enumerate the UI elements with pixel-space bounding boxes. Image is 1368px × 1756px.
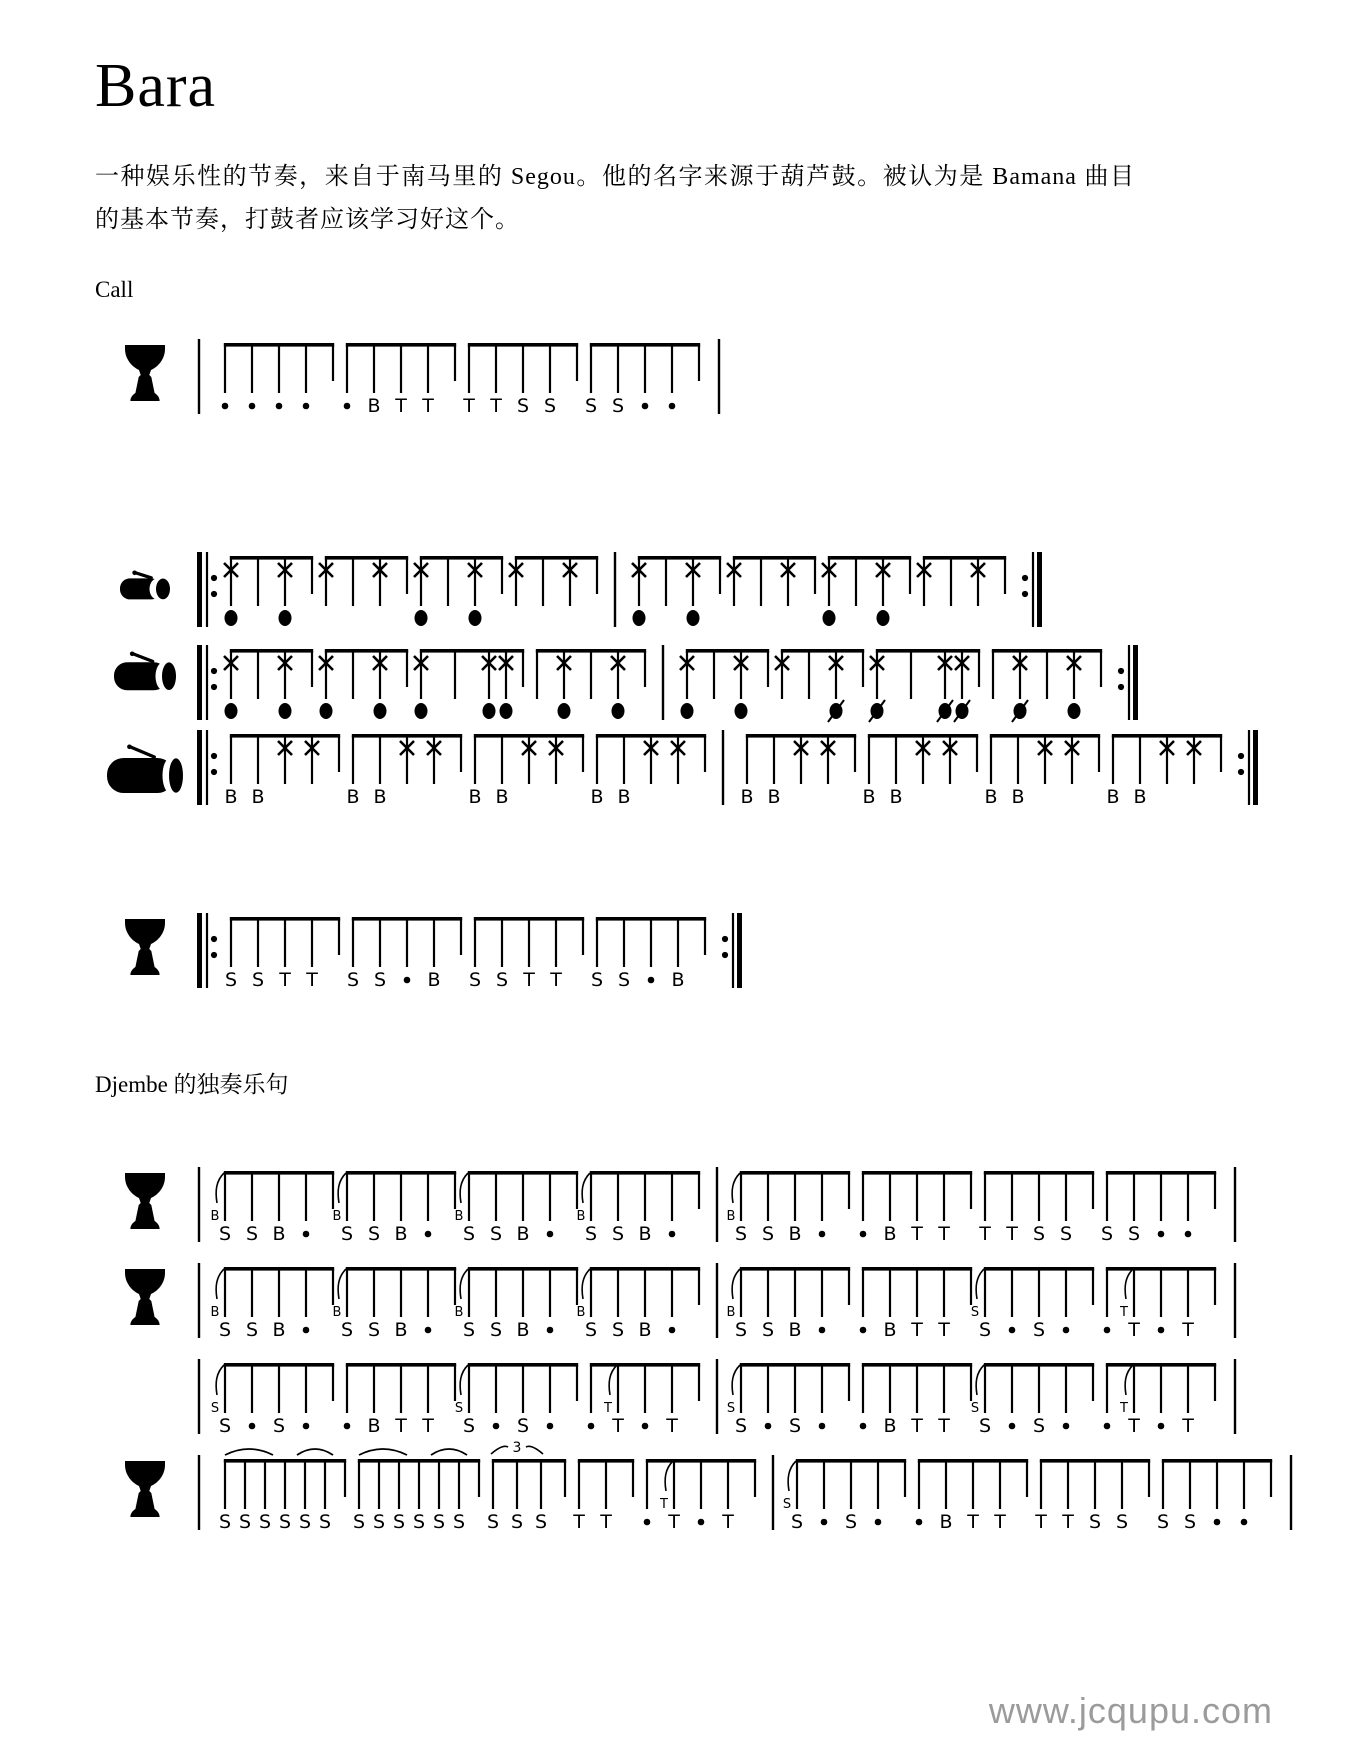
svg-text:B: B [454, 1304, 464, 1320]
svg-text:B: B [939, 1510, 953, 1533]
svg-text:S: S [238, 1510, 252, 1533]
svg-text:T: T [395, 1414, 407, 1437]
svg-text:S: S [761, 1318, 775, 1341]
svg-text:T: T [1128, 1414, 1140, 1437]
svg-text:S: S [218, 1222, 232, 1245]
svg-text:B: B [740, 785, 754, 808]
svg-text:S: S [340, 1318, 354, 1341]
svg-text:B: B [394, 1222, 408, 1245]
svg-text:S: S [970, 1304, 980, 1320]
svg-text:T: T [1006, 1222, 1018, 1245]
svg-text:S: S [272, 1414, 286, 1437]
svg-text:T: T [722, 1510, 734, 1533]
svg-text:T: T [967, 1510, 979, 1533]
svg-text:T: T [1182, 1318, 1194, 1341]
svg-text:B: B [332, 1208, 342, 1224]
svg-text:S: S [432, 1510, 446, 1533]
svg-text:S: S [788, 1414, 802, 1437]
svg-text:S: S [1032, 1414, 1046, 1437]
svg-text:B: B [272, 1222, 286, 1245]
svg-text:S: S [298, 1510, 312, 1533]
svg-text:B: B [373, 785, 387, 808]
svg-text:T: T [395, 394, 407, 417]
svg-text:B: B [454, 1208, 464, 1224]
svg-text:B: B [516, 1222, 530, 1245]
svg-text:S: S [462, 1414, 476, 1437]
notation-svg [195, 708, 1267, 820]
svg-text:T: T [1128, 1318, 1140, 1341]
svg-text:B: B [617, 785, 631, 808]
svg-text:B: B [638, 1222, 652, 1245]
notation-line-call-phrase [95, 317, 1368, 434]
svg-text:S: S [489, 1318, 503, 1341]
svg-text:S: S [462, 1318, 476, 1341]
svg-text:T: T [573, 1510, 585, 1533]
djembe-icon [123, 343, 167, 403]
dunun-s-bell-icon [119, 570, 171, 600]
svg-text:B: B [883, 1414, 897, 1437]
svg-text:T: T [422, 1414, 434, 1437]
watermark: www.jcqupu.com [988, 1690, 1273, 1731]
svg-text:S: S [218, 1414, 232, 1437]
svg-text:S: S [617, 968, 631, 991]
svg-text:S: S [346, 968, 360, 991]
svg-text:B: B [590, 785, 604, 808]
svg-text:B: B [367, 1414, 381, 1437]
svg-text:T: T [523, 968, 535, 991]
svg-text:T: T [1062, 1510, 1074, 1533]
svg-text:B: B [671, 968, 685, 991]
svg-text:S: S [611, 394, 625, 417]
svg-text:T: T [306, 968, 318, 991]
svg-text:T: T [1120, 1400, 1128, 1416]
notation-svg [195, 1433, 1303, 1545]
notation-svg [195, 891, 751, 1003]
svg-text:B: B [889, 785, 903, 808]
svg-text:T: T [1035, 1510, 1047, 1533]
svg-text:B: B [726, 1304, 736, 1320]
svg-text:S: S [367, 1222, 381, 1245]
svg-text:B: B [883, 1222, 897, 1245]
svg-text:S: S [1059, 1222, 1073, 1245]
svg-text:S: S [584, 1318, 598, 1341]
svg-text:S: S [1088, 1510, 1102, 1533]
svg-text:S: S [726, 1400, 736, 1416]
svg-text:S: S [1032, 1222, 1046, 1245]
svg-text:B: B [210, 1304, 220, 1320]
svg-text:B: B [495, 785, 509, 808]
svg-text:S: S [245, 1222, 259, 1245]
svg-text:S: S [543, 394, 557, 417]
svg-text:S: S [486, 1510, 500, 1533]
svg-text:T: T [994, 1510, 1006, 1533]
dunun-s-icon [95, 570, 195, 600]
svg-text:S: S [352, 1510, 366, 1533]
svg-text:S: S [251, 968, 265, 991]
svg-text:B: B [984, 785, 998, 808]
svg-text:S: S [516, 1414, 530, 1437]
svg-text:S: S [978, 1318, 992, 1341]
svg-text:S: S [510, 1510, 524, 1533]
svg-text:T: T [490, 394, 502, 417]
svg-text:B: B [367, 394, 381, 417]
svg-text:S: S [790, 1510, 804, 1533]
notation-staff [195, 1433, 1303, 1550]
svg-text:S: S [454, 1400, 464, 1416]
djembe-icon [123, 1459, 167, 1519]
svg-text:S: S [218, 1318, 232, 1341]
svg-text:B: B [1133, 785, 1147, 808]
djembe-icon [123, 1171, 167, 1231]
svg-text:S: S [258, 1510, 272, 1533]
svg-text:T: T [938, 1318, 950, 1341]
svg-text:B: B [427, 968, 441, 991]
djembe-icon [95, 917, 195, 977]
notation-line-djembe-accompaniment [95, 891, 1368, 1008]
notation-staff [195, 708, 1267, 825]
svg-text:B: B [726, 1208, 736, 1224]
svg-text:B: B [883, 1318, 897, 1341]
svg-text:S: S [462, 1222, 476, 1245]
svg-text:3: 3 [512, 1439, 522, 1456]
page-title: Bara [95, 52, 217, 120]
svg-text:S: S [611, 1318, 625, 1341]
svg-text:B: B [1106, 785, 1120, 808]
svg-text:S: S [495, 968, 509, 991]
svg-text:B: B [332, 1304, 342, 1320]
svg-text:S: S [734, 1414, 748, 1437]
svg-text:S: S [516, 394, 530, 417]
svg-text:S: S [372, 1510, 386, 1533]
svg-text:B: B [638, 1318, 652, 1341]
svg-text:S: S [844, 1510, 858, 1533]
svg-text:S: S [278, 1510, 292, 1533]
svg-text:T: T [668, 1510, 680, 1533]
svg-text:B: B [516, 1318, 530, 1341]
svg-text:S: S [489, 1222, 503, 1245]
djembe-icon [95, 1171, 195, 1231]
svg-text:T: T [279, 968, 291, 991]
svg-text:B: B [394, 1318, 408, 1341]
svg-text:S: S [1127, 1222, 1141, 1245]
svg-text:S: S [1156, 1510, 1170, 1533]
svg-text:S: S [970, 1400, 980, 1416]
svg-text:B: B [251, 785, 265, 808]
svg-text:B: B [767, 785, 781, 808]
svg-text:S: S [392, 1510, 406, 1533]
notation-section-solo [95, 1145, 1368, 1550]
notation-line-solo-phrase-4 [95, 1433, 1368, 1550]
svg-text:T: T [463, 394, 475, 417]
svg-text:S: S [452, 1510, 466, 1533]
svg-text:B: B [788, 1318, 802, 1341]
svg-text:S: S [584, 394, 598, 417]
call-label: Call [95, 276, 134, 302]
notation-staff [195, 317, 731, 434]
svg-text:S: S [218, 1510, 232, 1533]
svg-text:S: S [734, 1222, 748, 1245]
dunun-l-bell-icon [106, 744, 184, 794]
svg-text:T: T [911, 1318, 923, 1341]
svg-text:S: S [978, 1414, 992, 1437]
dunun-m-bell-icon [113, 651, 177, 691]
svg-text:S: S [782, 1496, 792, 1512]
notation-section-main [95, 317, 1368, 1008]
svg-text:B: B [272, 1318, 286, 1341]
svg-text:S: S [534, 1510, 548, 1533]
svg-text:B: B [468, 785, 482, 808]
notation-staff [195, 891, 751, 1008]
svg-text:S: S [367, 1318, 381, 1341]
svg-text:S: S [468, 968, 482, 991]
svg-text:T: T [422, 394, 434, 417]
svg-text:S: S [1100, 1222, 1114, 1245]
svg-text:S: S [611, 1222, 625, 1245]
svg-text:B: B [346, 785, 360, 808]
svg-text:S: S [245, 1318, 259, 1341]
svg-text:T: T [660, 1496, 668, 1512]
description: 一种娱乐性的节奏，来自于南马里的 Segou。他的名字来源于葫芦鼓。被认为是 Bamana 曲目的基本节奏，打鼓者应该学习好这个。 [95, 164, 1135, 234]
svg-text:T: T [666, 1414, 678, 1437]
dunun-l-icon [95, 744, 195, 794]
solo-section-label: Djembe 的独奏乐句 [95, 1071, 289, 1097]
svg-text:S: S [1115, 1510, 1129, 1533]
notation-svg [195, 317, 731, 429]
dunun-m-icon [95, 651, 195, 691]
svg-text:T: T [911, 1414, 923, 1437]
svg-text:B: B [862, 785, 876, 808]
svg-text:T: T [612, 1414, 624, 1437]
svg-text:B: B [1011, 785, 1025, 808]
svg-text:T: T [911, 1222, 923, 1245]
svg-text:T: T [938, 1222, 950, 1245]
djembe-icon [95, 343, 195, 403]
svg-text:S: S [318, 1510, 332, 1533]
svg-text:T: T [550, 968, 562, 991]
djembe-icon [95, 1459, 195, 1519]
djembe-icon [123, 917, 167, 977]
svg-text:S: S [1183, 1510, 1197, 1533]
svg-text:T: T [979, 1222, 991, 1245]
svg-text:B: B [576, 1208, 586, 1224]
svg-text:B: B [210, 1208, 220, 1224]
svg-text:S: S [210, 1400, 220, 1416]
svg-text:S: S [1032, 1318, 1046, 1341]
djembe-icon [95, 1267, 195, 1327]
svg-text:B: B [224, 785, 238, 808]
notation-line-dununba [95, 708, 1368, 825]
svg-text:T: T [600, 1510, 612, 1533]
svg-text:B: B [788, 1222, 802, 1245]
svg-text:T: T [1182, 1414, 1194, 1437]
svg-text:S: S [224, 968, 238, 991]
svg-text:T: T [604, 1400, 612, 1416]
svg-text:T: T [938, 1414, 950, 1437]
svg-text:S: S [340, 1222, 354, 1245]
svg-text:S: S [584, 1222, 598, 1245]
svg-text:S: S [412, 1510, 426, 1533]
svg-text:S: S [761, 1222, 775, 1245]
svg-text:S: S [734, 1318, 748, 1341]
svg-text:T: T [1120, 1304, 1128, 1320]
svg-text:S: S [590, 968, 604, 991]
svg-text:S: S [373, 968, 387, 991]
djembe-icon [123, 1267, 167, 1327]
svg-text:B: B [576, 1304, 586, 1320]
